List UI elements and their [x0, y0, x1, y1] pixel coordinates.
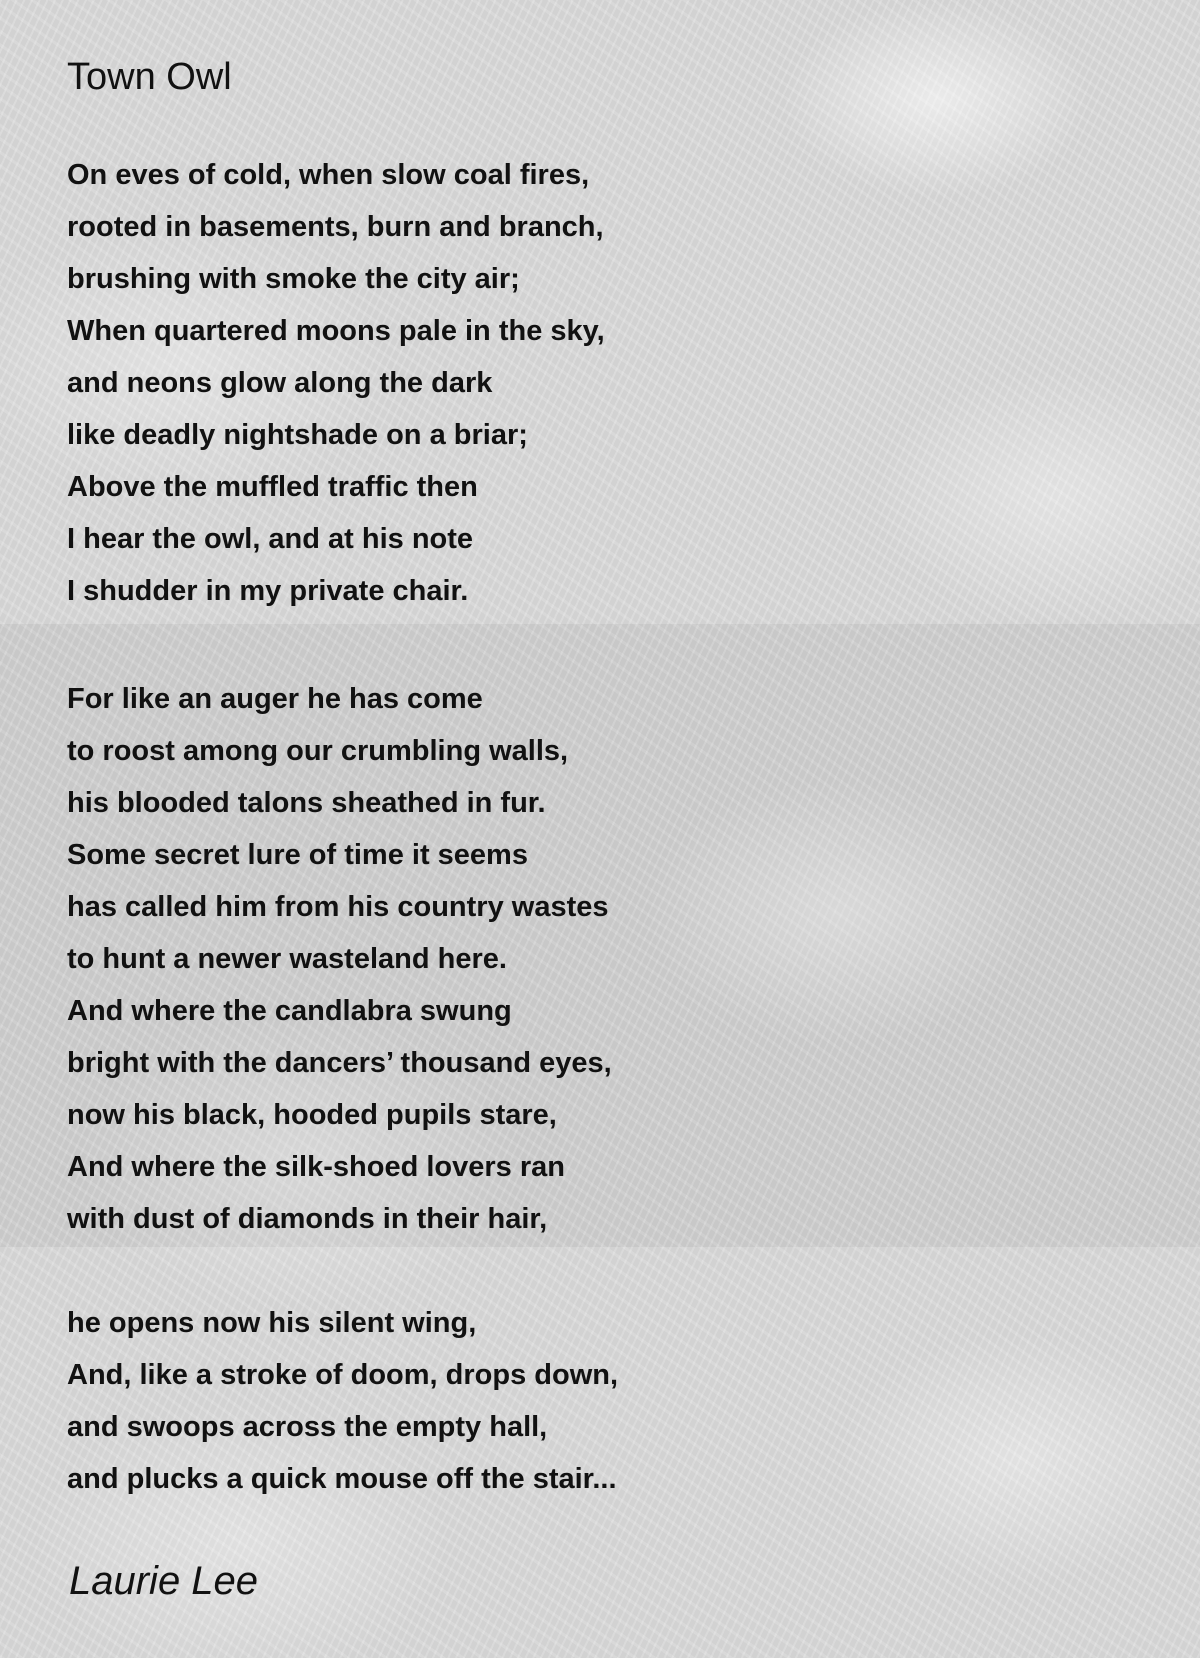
poem-line: with dust of diamonds in their hair,: [67, 1203, 548, 1235]
poem-line: Some secret lure of time it seems: [67, 839, 528, 871]
poem-line: now his black, hooded pupils stare,: [67, 1099, 557, 1131]
poem-line: And where the candlabra swung: [67, 995, 512, 1027]
poem-line: I shudder in my private chair.: [67, 575, 469, 607]
poem-line: and plucks a quick mouse off the stair...: [67, 1463, 617, 1495]
poem-line: like deadly nightshade on a briar;: [67, 419, 528, 451]
poem-author: Laurie Lee: [69, 1559, 259, 1603]
poem-line: his blooded talons sheathed in fur.: [67, 787, 546, 819]
stanza-2: [67, 673, 612, 1245]
poem-line: And, like a stroke of doom, drops down,: [67, 1359, 619, 1391]
poem-line: to roost among our crumbling walls,: [67, 735, 569, 767]
poem-line: When quartered moons pale in the sky,: [67, 315, 605, 347]
poem-line: and neons glow along the dark: [67, 367, 493, 399]
poem-line: bright with the dancers’ thousand eyes,: [67, 1047, 612, 1079]
poem-line: he opens now his silent wing,: [67, 1307, 477, 1339]
poem-line: And where the silk-shoed lovers ran: [67, 1151, 565, 1183]
poem-line: to hunt a newer wasteland here.: [67, 943, 507, 975]
poem-line: brushing with smoke the city air;: [67, 263, 520, 295]
poem-line: rooted in basements, burn and branch,: [67, 211, 604, 243]
stanza-1: [67, 149, 605, 617]
stanza-3: [67, 1297, 618, 1505]
poem-title: Town Owl: [67, 56, 232, 98]
poem-line: For like an auger he has come: [67, 683, 483, 715]
poem-line: On eves of cold, when slow coal fires,: [67, 159, 590, 191]
poem-line: has called him from his country wastes: [67, 891, 609, 923]
poem-line: I hear the owl, and at his note: [67, 523, 474, 555]
poem-line: and swoops across the empty hall,: [67, 1411, 548, 1443]
poem-line: Above the muffled traffic then: [67, 471, 478, 503]
